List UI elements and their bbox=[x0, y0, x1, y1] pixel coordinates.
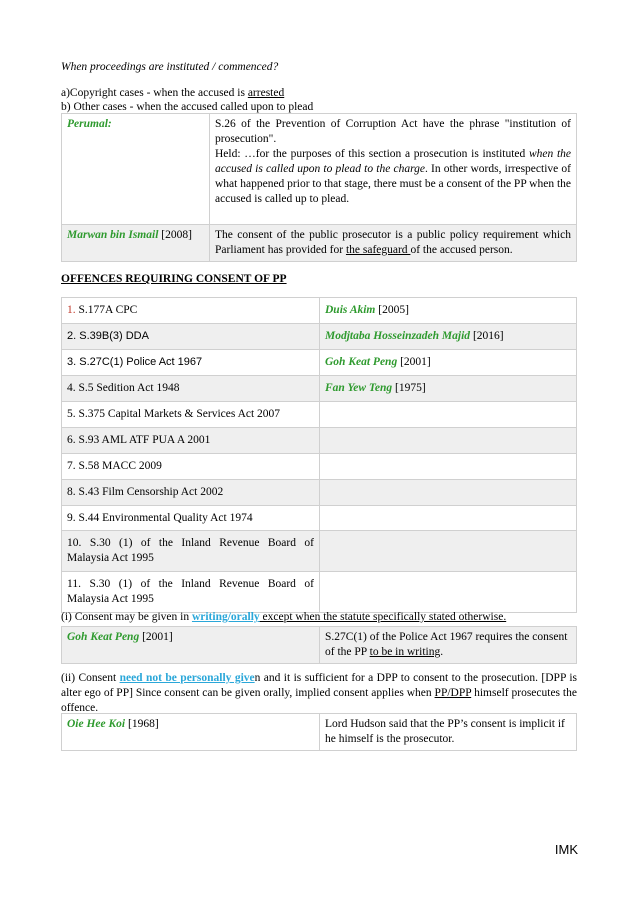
holding-held bbox=[215, 147, 571, 207]
offence-text: 11. S.30 (1) of the Inland Revenue Board of Malaysia Act 1995 bbox=[67, 578, 314, 606]
case-cell bbox=[62, 224, 210, 261]
institution-cases bbox=[61, 86, 313, 114]
case-cell bbox=[320, 401, 577, 427]
offence-text: 7. S.58 MACC 2009 bbox=[67, 459, 162, 472]
table-row bbox=[62, 349, 577, 375]
case-b: b) Other cases - when the accused called upon to plead bbox=[61, 101, 314, 113]
holding-cell bbox=[210, 224, 577, 261]
offence-cell bbox=[62, 401, 320, 427]
consent-ii-suffix: himself prosecutes the offence. bbox=[61, 686, 577, 714]
offence-cell bbox=[62, 531, 320, 572]
consent-ii-prefix: (ii) Consent bbox=[61, 672, 120, 684]
offences-table bbox=[61, 297, 577, 613]
held-prefix: Held: …for the purposes of this section a prosecution is instituted bbox=[215, 147, 529, 160]
holding-prefix: S.27C(1) of the Police Act 1967 requires the consent of the PP bbox=[325, 631, 568, 658]
case-a-text: a)Copyright cases - when the accused is bbox=[61, 87, 248, 99]
table-row bbox=[62, 224, 577, 261]
case-name: Marwan bin Ismail bbox=[67, 228, 159, 241]
offence-text: S.177A CPC bbox=[75, 304, 138, 316]
table-row bbox=[62, 531, 577, 572]
case-cell bbox=[62, 714, 320, 751]
held-italic: when the accused is called upon to plead to the charge bbox=[215, 147, 571, 175]
case-cell bbox=[320, 427, 577, 453]
case-year: [1968] bbox=[125, 718, 159, 730]
offence-cell bbox=[62, 349, 320, 375]
case-year: [2016] bbox=[470, 329, 504, 342]
offence-cell bbox=[62, 479, 320, 505]
offence-text: 9. S.44 Environmental Quality Act 1974 bbox=[67, 511, 253, 524]
goh-keat-peng-table bbox=[61, 626, 577, 664]
offence-cell bbox=[62, 505, 320, 531]
table-row bbox=[62, 375, 577, 401]
consent-ii-middle: n and it is sufficient for a DPP to consent to the prosecution. [DPP is alter ego of PP] Since consent can be given orally, implied consent applies when bbox=[61, 672, 577, 699]
consent-personal bbox=[61, 671, 577, 716]
table-row bbox=[62, 427, 577, 453]
consent-writing-orally bbox=[61, 610, 506, 625]
footer-initials: IMK bbox=[554, 842, 578, 857]
case-name: Modjtaba Hosseinzadeh Majid bbox=[325, 329, 471, 342]
case-cell bbox=[320, 531, 577, 572]
holding-cell bbox=[210, 114, 577, 225]
case-year: [1975] bbox=[392, 381, 426, 394]
consent-ii-link[interactable]: need not be personally give bbox=[119, 672, 255, 684]
case-name: Perumal: bbox=[67, 118, 112, 130]
holding-suffix: . bbox=[440, 645, 444, 658]
oie-hee-koi-table bbox=[61, 713, 577, 751]
case-name: Fan Yew Teng bbox=[325, 381, 393, 394]
holding-line1: S.26 of the Prevention of Corruption Act have the phrase "institution of prosecution". bbox=[215, 118, 571, 145]
offence-cell bbox=[62, 427, 320, 453]
table-row bbox=[62, 323, 577, 349]
case-name: Goh Keat Peng bbox=[67, 631, 140, 643]
case-cell bbox=[62, 627, 320, 664]
authorities-table bbox=[61, 113, 577, 262]
consent-ii-underlined: PP/DPP bbox=[434, 686, 472, 699]
table-row bbox=[62, 572, 577, 613]
table-row bbox=[62, 714, 577, 751]
consent-i-suffix: except when the statute specifically stated otherwise. bbox=[259, 611, 507, 623]
case-cell bbox=[320, 453, 577, 479]
holding-suffix: of the accused person. bbox=[410, 243, 513, 256]
case-name: Duis Akim bbox=[325, 304, 376, 316]
holding-cell: Lord Hudson said that the PP’s consent is implicit if he himself is the prosecutor. bbox=[320, 714, 577, 751]
offence-cell bbox=[62, 298, 320, 324]
case-cell bbox=[320, 479, 577, 505]
case-name: Goh Keat Peng bbox=[325, 355, 398, 368]
table-row bbox=[62, 114, 577, 225]
consent-i-prefix: (i) Consent may be given in bbox=[61, 611, 192, 623]
offence-cell bbox=[62, 453, 320, 479]
offence-cell bbox=[62, 572, 320, 613]
offence-text: 2. S.39B(3) DDA bbox=[67, 329, 149, 342]
offence-text: 8. S.43 Film Censorship Act 2002 bbox=[67, 485, 224, 498]
table-row bbox=[62, 505, 577, 531]
offence-cell bbox=[62, 323, 320, 349]
case-cell bbox=[320, 298, 577, 324]
consent-i-link[interactable]: writing/orally bbox=[191, 611, 260, 623]
case-year: [2005] bbox=[375, 304, 409, 316]
offence-cell bbox=[62, 375, 320, 401]
holding-cell bbox=[320, 627, 577, 664]
table-row bbox=[62, 298, 577, 324]
table-row bbox=[62, 479, 577, 505]
held-suffix: . In other words, irrespective of what happened prior to that stage, there must be a consent of the PP when the accused is called up to plead. bbox=[215, 162, 571, 205]
offence-number: 1. bbox=[67, 304, 76, 316]
case-cell bbox=[320, 572, 577, 613]
case-year: [2001] bbox=[139, 631, 173, 643]
case-year: [2001] bbox=[397, 355, 431, 368]
case-cell bbox=[320, 323, 577, 349]
table-row bbox=[62, 453, 577, 479]
case-year: [2008] bbox=[158, 228, 192, 241]
offence-text: 6. S.93 AML ATF PUA A 2001 bbox=[67, 433, 211, 446]
case-cell bbox=[320, 349, 577, 375]
case-a bbox=[61, 86, 313, 100]
holding-underlined: the safeguard bbox=[345, 243, 411, 256]
offence-text: 3. S.27C(1) Police Act 1967 bbox=[67, 355, 203, 368]
section-heading: When proceedings are instituted / commenced? bbox=[61, 61, 279, 73]
holding-underlined: to be in writing bbox=[369, 645, 441, 658]
case-cell bbox=[320, 375, 577, 401]
holding-prefix: The consent of the public prosecutor is a public policy requirement which Parliament has provided for bbox=[215, 228, 571, 256]
offence-text: 5. S.375 Capital Markets & Services Act 2007 bbox=[67, 407, 281, 420]
case-a-underlined: arrested bbox=[247, 87, 285, 99]
offences-title: OFFENCES REQUIRING CONSENT OF PP bbox=[61, 273, 287, 285]
table-row bbox=[62, 401, 577, 427]
offence-text: 10. S.30 (1) of the Inland Revenue Board of Malaysia Act 1995 bbox=[67, 537, 314, 565]
case-cell bbox=[320, 505, 577, 531]
offence-text: 4. S.5 Sedition Act 1948 bbox=[67, 381, 180, 394]
case-name: Oie Hee Koi bbox=[67, 718, 126, 730]
case-cell bbox=[62, 114, 210, 225]
table-row bbox=[62, 627, 577, 664]
